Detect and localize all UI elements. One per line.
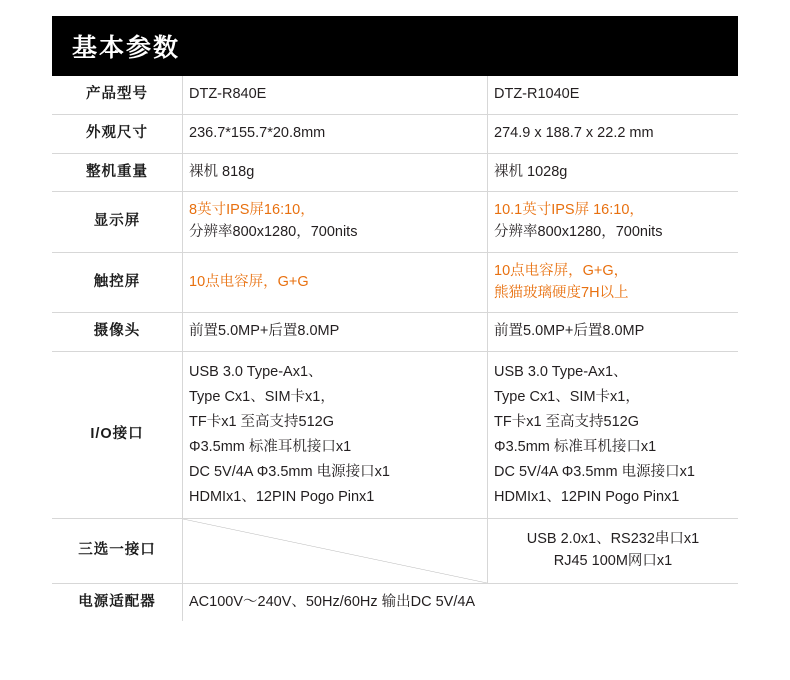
table-row — [52, 153, 738, 192]
row-value-weight-a — [183, 153, 488, 192]
cell-line: 10点电容屏，G+G， — [494, 262, 629, 279]
cell-line: 裸机 818g — [189, 163, 255, 180]
row-value-camera-a — [183, 313, 488, 352]
row-label: 产品型号 — [52, 76, 183, 114]
cell-line: DC 5V/4A Φ3.5mm 电源接口x1 — [494, 463, 695, 480]
cell-line: TF卡x1 至高支持512G — [189, 413, 335, 430]
row-label: 外观尺寸 — [52, 114, 183, 153]
cell-line: 裸机 1028g — [494, 163, 568, 180]
row-value-dimensions-a — [183, 114, 488, 153]
spec-table-body — [52, 76, 738, 621]
cell-line: 分辨率800x1280，700nits — [494, 224, 663, 240]
section-banner — [52, 16, 738, 76]
row-value-triple-b — [488, 518, 739, 583]
row-value-camera-b — [488, 313, 739, 352]
cell-line: 236.7*155.7*20.8mm — [189, 124, 326, 141]
cell-line: RJ45 100M网口x1 — [553, 552, 673, 569]
page-title: 基本参数 — [72, 34, 181, 62]
row-label: 整机重量 — [52, 153, 183, 192]
cell-line: 前置5.0MP+后置8.0MP — [189, 323, 340, 340]
table-row — [52, 76, 738, 114]
cell-line: Type Cx1、SIM卡x1， — [494, 388, 640, 405]
table-row — [52, 192, 738, 253]
cell-line: USB 2.0x1、RS232串口x1 — [526, 530, 700, 547]
row-value-triple-a-empty — [183, 518, 488, 583]
row-value-io-a — [183, 352, 488, 519]
cell-line: Type Cx1、SIM卡x1， — [189, 388, 335, 405]
cell-line: AC100V～240V、50Hz/60Hz 输出DC 5V/4A — [189, 593, 476, 610]
row-value-touch-a — [183, 252, 488, 313]
cell-line: 10点电容屏，G+G — [189, 273, 309, 290]
cell-line: TF卡x1 至高支持512G — [494, 413, 640, 430]
cell-line: USB 3.0 Type-Ax1、 — [189, 364, 323, 380]
table-row — [52, 518, 738, 583]
cell-line: DC 5V/4A Φ3.5mm 电源接口x1 — [189, 463, 390, 480]
row-value-model-b — [488, 76, 739, 114]
row-label: 显示屏 — [52, 192, 183, 253]
row-value-io-b — [488, 352, 739, 519]
row-value-dimensions-b — [488, 114, 739, 153]
table-row — [52, 114, 738, 153]
cell-line: USB 3.0 Type-Ax1、 — [494, 364, 628, 380]
row-label: 触控屏 — [52, 252, 183, 313]
cell-line: 10.1英寸IPS屏 16:10， — [494, 202, 644, 219]
cell-line: 8英寸IPS屏16:10， — [189, 202, 315, 219]
row-value-display-b — [488, 192, 739, 253]
row-label: 三选一接口 — [52, 518, 183, 583]
row-value-weight-b — [488, 153, 739, 192]
cell-line: 274.9 x 188.7 x 22.2 mm — [494, 124, 654, 141]
row-value-touch-b — [488, 252, 739, 313]
row-label: 电源适配器 — [52, 583, 183, 621]
cell-line: 分辨率800x1280，700nits — [189, 224, 358, 240]
cell-line: DTZ-R1040E — [494, 86, 580, 102]
row-label: 摄像头 — [52, 313, 183, 352]
cell-line: Φ3.5mm 标准耳机接口x1 — [494, 438, 657, 455]
table-row — [52, 313, 738, 352]
row-value-adapter — [183, 583, 739, 621]
diagonal-strike-icon — [183, 519, 487, 583]
spec-sheet-page — [0, 16, 790, 680]
row-value-model-a — [183, 76, 488, 114]
table-row — [52, 252, 738, 313]
cell-line: HDMIx1、12PIN Pogo Pinx1 — [189, 488, 375, 505]
cell-line: DTZ-R840E — [189, 86, 267, 102]
table-row — [52, 583, 738, 621]
spec-table — [52, 76, 738, 621]
cell-line: HDMIx1、12PIN Pogo Pinx1 — [494, 488, 680, 505]
cell-line: Φ3.5mm 标准耳机接口x1 — [189, 438, 352, 455]
table-row — [52, 352, 738, 519]
row-label: I/O接口 — [52, 352, 183, 519]
row-value-display-a — [183, 192, 488, 253]
cell-line: 前置5.0MP+后置8.0MP — [494, 323, 645, 340]
cell-line: 熊猫玻璃硬度7H以上 — [494, 284, 629, 301]
